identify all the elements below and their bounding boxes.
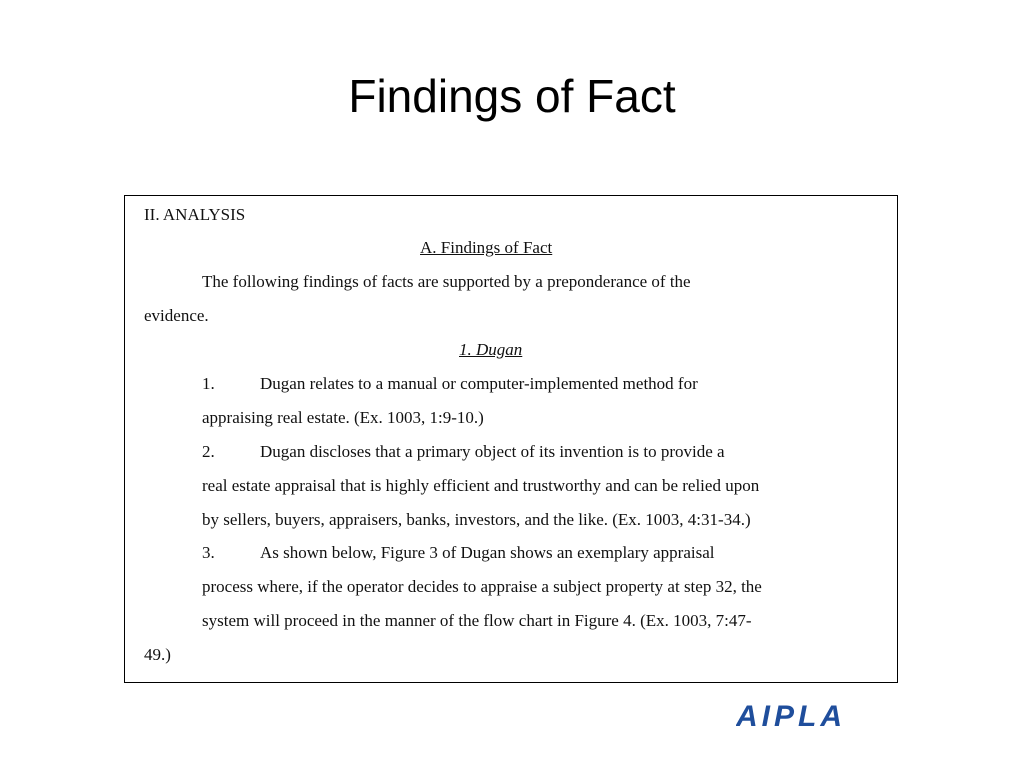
document-excerpt <box>124 195 898 683</box>
list-item-3 <box>202 542 715 564</box>
sub-heading: 1. Dugan <box>459 340 523 359</box>
list-item-text: Dugan discloses that a primary object of its invention is to provide a <box>260 442 725 461</box>
section-heading: II. ANALYSIS <box>144 205 246 224</box>
aipla-logo <box>736 698 896 732</box>
list-item-3-line-3: system will proceed in the manner of the flow chart in Figure 4. (Ex. 1003, 7:47- <box>202 611 752 630</box>
list-item-text: As shown below, Figure 3 of Dugan shows an exemplary appraisal <box>260 543 715 562</box>
intro-line-2: evidence. <box>144 306 209 325</box>
list-item-1 <box>202 373 698 395</box>
intro-line-1: The following findings of facts are supported by a preponderance of the <box>202 272 691 291</box>
list-item-2-line-3: by sellers, buyers, appraisers, banks, investors, and the like. (Ex. 1003, 4:31-34.) <box>202 510 751 529</box>
slide-title: Findings of Fact <box>348 70 676 122</box>
subsection-heading: A. Findings of Fact <box>420 238 553 257</box>
list-item-1-line-2: appraising real estate. (Ex. 1003, 1:9-10.) <box>202 408 484 427</box>
list-item-2 <box>202 441 725 463</box>
list-item-3-line-4: 49.) <box>144 645 171 664</box>
list-item-text: Dugan relates to a manual or computer-implemented method for <box>260 374 698 393</box>
list-item-2-line-2: real estate appraisal that is highly efficient and trustworthy and can be relied upon <box>202 476 760 495</box>
list-item-number: 2. <box>202 442 215 461</box>
list-item-3-line-2: process where, if the operator decides to appraise a subject property at step 32, the <box>202 577 762 596</box>
list-item-number: 3. <box>202 543 215 562</box>
aipla-logo-text: AIPLA <box>736 700 846 732</box>
list-item-number: 1. <box>202 374 215 393</box>
